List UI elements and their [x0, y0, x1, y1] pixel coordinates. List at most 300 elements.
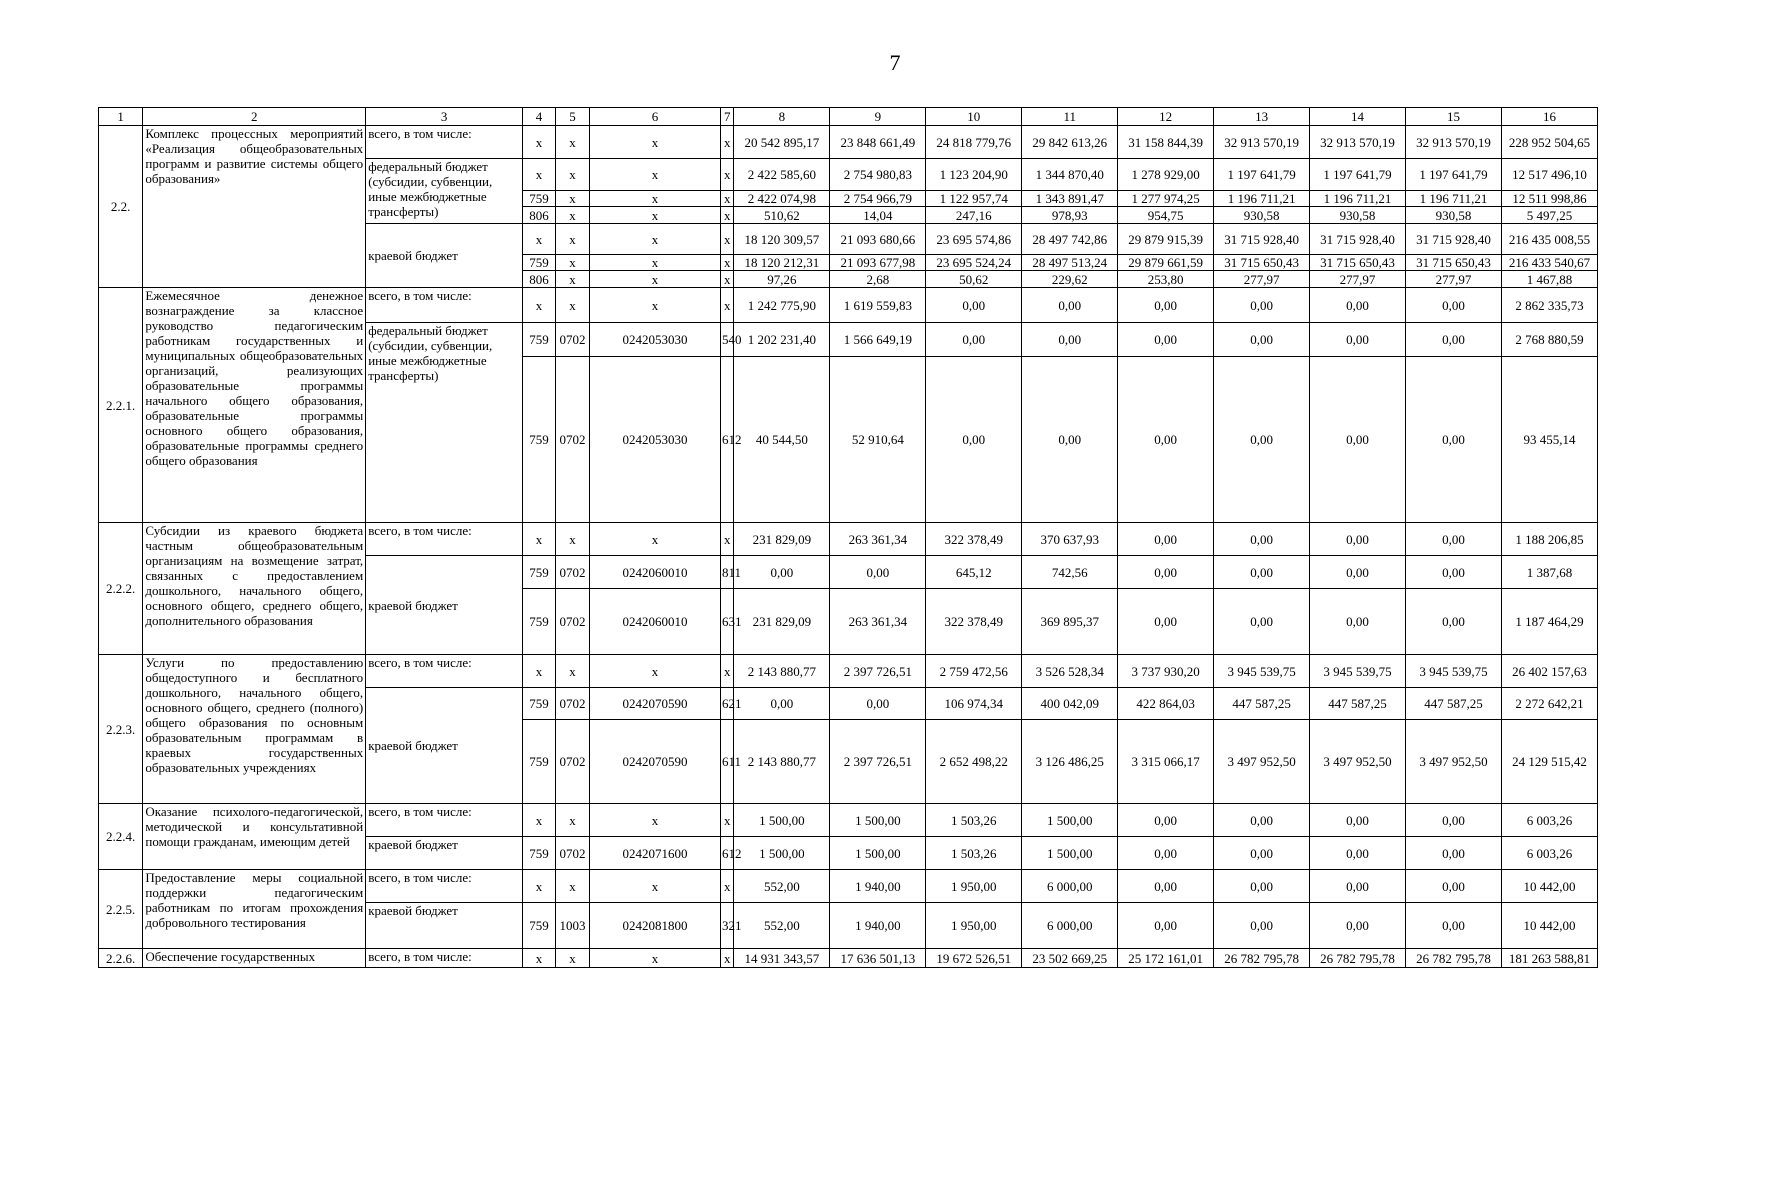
amount-cell: 0,00	[1118, 523, 1214, 556]
amount-cell: 2 754 980,83	[830, 159, 926, 191]
amount-cell: 97,26	[734, 271, 830, 288]
amount-cell: 12 511 998,86	[1501, 191, 1597, 207]
amount-cell: 247,16	[926, 207, 1022, 224]
code-cell-c6: х	[590, 949, 721, 968]
amount-cell: 0,00	[1022, 288, 1118, 323]
code-cell-c6: 0242071600	[590, 837, 721, 870]
code-cell-c6: 0242053030	[590, 323, 721, 357]
header-cell: 1	[99, 108, 143, 126]
amount-cell: 21 093 680,66	[830, 224, 926, 255]
amount-cell: 1 188 206,85	[1501, 523, 1597, 556]
amount-cell: 0,00	[926, 357, 1022, 523]
code-cell-c5: х	[555, 126, 589, 159]
amount-cell: 0,00	[1118, 357, 1214, 523]
funding-source-cell: федеральный бюджет (субсидии, субвенции, иные межбюджетные трансферты)	[366, 323, 523, 523]
amount-cell: 31 158 844,39	[1118, 126, 1214, 159]
amount-cell: 50,62	[926, 271, 1022, 288]
amount-cell: 23 695 574,86	[926, 224, 1022, 255]
code-cell-c6: х	[590, 523, 721, 556]
amount-cell: 6 003,26	[1501, 804, 1597, 837]
funding-source-cell: всего, в том числе:	[366, 870, 523, 903]
code-cell-c5: 0702	[555, 589, 589, 655]
amount-cell: 3 497 952,50	[1214, 720, 1310, 804]
amount-cell: 2 397 726,51	[830, 720, 926, 804]
header-row	[99, 108, 1598, 126]
amount-cell: 1 500,00	[1022, 804, 1118, 837]
header-cell: 12	[1118, 108, 1214, 126]
header-cell: 16	[1501, 108, 1597, 126]
amount-cell: 0,00	[1118, 288, 1214, 323]
code-cell-c4: 759	[522, 589, 555, 655]
amount-cell: 3 315 066,17	[1118, 720, 1214, 804]
amount-cell: 18 120 212,31	[734, 255, 830, 271]
amount-cell: 52 910,64	[830, 357, 926, 523]
header-cell: 9	[830, 108, 926, 126]
code-cell-c7: х	[721, 271, 734, 288]
amount-cell: 0,00	[926, 323, 1022, 357]
code-cell-c7: 540	[721, 323, 734, 357]
section-title-cell: Обеспечение государственных	[143, 949, 366, 968]
code-cell-c6: х	[590, 804, 721, 837]
amount-cell: 0,00	[1310, 804, 1406, 837]
amount-cell: 1 197 641,79	[1214, 159, 1310, 191]
code-cell-c4: 759	[522, 556, 555, 589]
code-cell-c4: х	[522, 159, 555, 191]
code-cell-c5: 0702	[555, 323, 589, 357]
amount-cell: 14 931 343,57	[734, 949, 830, 968]
amount-cell: 31 715 928,40	[1214, 224, 1310, 255]
amount-cell: 0,00	[1310, 357, 1406, 523]
code-cell-c5: х	[555, 255, 589, 271]
amount-cell: 1 500,00	[734, 804, 830, 837]
code-cell-c4: 759	[522, 191, 555, 207]
code-cell-c4: 759	[522, 837, 555, 870]
code-cell-c6: х	[590, 255, 721, 271]
amount-cell: 0,00	[1214, 556, 1310, 589]
amount-cell: 277,97	[1406, 271, 1502, 288]
amount-cell: 0,00	[1118, 804, 1214, 837]
amount-cell: 26 782 795,78	[1310, 949, 1406, 968]
amount-cell: 2 652 498,22	[926, 720, 1022, 804]
section-id-cell: 2.2.5.	[99, 870, 143, 949]
amount-cell: 6 000,00	[1022, 903, 1118, 949]
code-cell-c5: х	[555, 870, 589, 903]
code-cell-c7: 611	[721, 720, 734, 804]
amount-cell: 3 945 539,75	[1310, 655, 1406, 688]
amount-cell: 552,00	[734, 903, 830, 949]
code-cell-c7: х	[721, 191, 734, 207]
amount-cell: 0,00	[1214, 523, 1310, 556]
amount-cell: 0,00	[1406, 523, 1502, 556]
amount-cell: 447 587,25	[1406, 688, 1502, 720]
amount-cell: 3 497 952,50	[1310, 720, 1406, 804]
amount-cell: 1 343 891,47	[1022, 191, 1118, 207]
amount-cell: 1 123 204,90	[926, 159, 1022, 191]
amount-cell: 106 974,34	[926, 688, 1022, 720]
amount-cell: 1 467,88	[1501, 271, 1597, 288]
amount-cell: 322 378,49	[926, 589, 1022, 655]
code-cell-c7: х	[721, 207, 734, 224]
funding-source-cell: федеральный бюджет (субсидии, субвенции, иные межбюджетные трансферты)	[366, 159, 523, 224]
amount-cell: 0,00	[1406, 870, 1502, 903]
code-cell-c6: х	[590, 207, 721, 224]
amount-cell: 954,75	[1118, 207, 1214, 224]
amount-cell: 0,00	[1406, 589, 1502, 655]
code-cell-c7: х	[721, 126, 734, 159]
code-cell-c6: х	[590, 655, 721, 688]
amount-cell: 24 129 515,42	[1501, 720, 1597, 804]
code-cell-c4: х	[522, 870, 555, 903]
amount-cell: 0,00	[1022, 357, 1118, 523]
amount-cell: 0,00	[1310, 556, 1406, 589]
funding-source-cell: всего, в том числе:	[366, 126, 523, 159]
amount-cell: 2 397 726,51	[830, 655, 926, 688]
amount-cell: 31 715 650,43	[1214, 255, 1310, 271]
code-cell-c6: х	[590, 224, 721, 255]
amount-cell: 2 143 880,77	[734, 720, 830, 804]
amount-cell: 552,00	[734, 870, 830, 903]
amount-cell: 31 715 650,43	[1406, 255, 1502, 271]
amount-cell: 25 172 161,01	[1118, 949, 1214, 968]
budget-table	[98, 107, 1598, 968]
amount-cell: 510,62	[734, 207, 830, 224]
amount-cell: 0,00	[1022, 323, 1118, 357]
funding-source-cell: краевой бюджет	[366, 556, 523, 655]
code-cell-c7: х	[721, 655, 734, 688]
code-cell-c5: 0702	[555, 357, 589, 523]
code-cell-c5: х	[555, 159, 589, 191]
amount-cell: 216 435 008,55	[1501, 224, 1597, 255]
header-cell: 3	[366, 108, 523, 126]
header-cell: 10	[926, 108, 1022, 126]
code-cell-c7: х	[721, 288, 734, 323]
funding-source-cell: всего, в том числе:	[366, 523, 523, 556]
code-cell-c4: х	[522, 804, 555, 837]
amount-cell: 31 715 928,40	[1406, 224, 1502, 255]
amount-cell: 1 202 231,40	[734, 323, 830, 357]
amount-cell: 2 422 585,60	[734, 159, 830, 191]
amount-cell: 0,00	[1118, 837, 1214, 870]
amount-cell: 32 913 570,19	[1214, 126, 1310, 159]
amount-cell: 2 143 880,77	[734, 655, 830, 688]
amount-cell: 1 122 957,74	[926, 191, 1022, 207]
amount-cell: 0,00	[1310, 589, 1406, 655]
code-cell-c7: 612	[721, 837, 734, 870]
amount-cell: 10 442,00	[1501, 903, 1597, 949]
amount-cell: 23 502 669,25	[1022, 949, 1118, 968]
amount-cell: 20 542 895,17	[734, 126, 830, 159]
amount-cell: 0,00	[1406, 837, 1502, 870]
amount-cell: 0,00	[1118, 870, 1214, 903]
header-cell: 6	[590, 108, 721, 126]
code-cell-c4: 759	[522, 720, 555, 804]
amount-cell: 645,12	[926, 556, 1022, 589]
amount-cell: 229,62	[1022, 271, 1118, 288]
amount-cell: 0,00	[1214, 357, 1310, 523]
code-cell-c6: х	[590, 288, 721, 323]
code-cell-c5: 0702	[555, 720, 589, 804]
amount-cell: 0,00	[734, 556, 830, 589]
amount-cell: 277,97	[1214, 271, 1310, 288]
section-title-cell: Комплекс процессных мероприятий «Реализация общеобразовательных программ и развитие системы общего образования»	[143, 126, 366, 288]
code-cell-c5: х	[555, 655, 589, 688]
amount-cell: 0,00	[1310, 523, 1406, 556]
section-id-cell: 2.2.2.	[99, 523, 143, 655]
amount-cell: 0,00	[1406, 903, 1502, 949]
code-cell-c4: 806	[522, 271, 555, 288]
funding-source-cell: краевой бюджет	[366, 903, 523, 949]
code-cell-c7: 631	[721, 589, 734, 655]
amount-cell: 1 619 559,83	[830, 288, 926, 323]
amount-cell: 1 940,00	[830, 903, 926, 949]
amount-cell: 1 950,00	[926, 870, 1022, 903]
code-cell-c5: х	[555, 191, 589, 207]
amount-cell: 0,00	[1214, 903, 1310, 949]
amount-cell: 1 500,00	[734, 837, 830, 870]
table-row	[99, 288, 1598, 323]
amount-cell: 1 503,26	[926, 837, 1022, 870]
amount-cell: 1 278 929,00	[1118, 159, 1214, 191]
code-cell-c6: 0242081800	[590, 903, 721, 949]
amount-cell: 31 715 928,40	[1310, 224, 1406, 255]
amount-cell: 277,97	[1310, 271, 1406, 288]
amount-cell: 6 003,26	[1501, 837, 1597, 870]
amount-cell: 1 940,00	[830, 870, 926, 903]
code-cell-c7: х	[721, 870, 734, 903]
code-cell-c5: х	[555, 271, 589, 288]
amount-cell: 40 544,50	[734, 357, 830, 523]
amount-cell: 1 196 711,21	[1406, 191, 1502, 207]
code-cell-c6: 0242070590	[590, 720, 721, 804]
amount-cell: 263 361,34	[830, 589, 926, 655]
table-row	[99, 655, 1598, 688]
amount-cell: 10 442,00	[1501, 870, 1597, 903]
section-title-cell: Ежемесячное денежное вознаграждение за классное руководство педагогическим работникам государственных и муниципальных общеобразовательных организаций, реализующих образовательные программы начального общего образования, образовательные программы основного общего образования, образовательные программы среднего общего образования	[143, 288, 366, 523]
amount-cell: 930,58	[1310, 207, 1406, 224]
amount-cell: 0,00	[1406, 804, 1502, 837]
section-id-cell: 2.2.	[99, 126, 143, 288]
amount-cell: 0,00	[1214, 589, 1310, 655]
amount-cell: 0,00	[1310, 288, 1406, 323]
code-cell-c7: 612	[721, 357, 734, 523]
amount-cell: 2 422 074,98	[734, 191, 830, 207]
header-cell: 2	[143, 108, 366, 126]
amount-cell: 93 455,14	[1501, 357, 1597, 523]
amount-cell: 447 587,25	[1214, 688, 1310, 720]
funding-source-cell: всего, в том числе:	[366, 655, 523, 688]
amount-cell: 369 895,37	[1022, 589, 1118, 655]
code-cell-c6: 0242060010	[590, 589, 721, 655]
code-cell-c6: 0242060010	[590, 556, 721, 589]
amount-cell: 19 672 526,51	[926, 949, 1022, 968]
amount-cell: 1 242 775,90	[734, 288, 830, 323]
amount-cell: 1 387,68	[1501, 556, 1597, 589]
amount-cell: 1 503,26	[926, 804, 1022, 837]
amount-cell: 253,80	[1118, 271, 1214, 288]
amount-cell: 29 879 915,39	[1118, 224, 1214, 255]
amount-cell: 181 263 588,81	[1501, 949, 1597, 968]
code-cell-c4: х	[522, 949, 555, 968]
amount-cell: 0,00	[1214, 837, 1310, 870]
amount-cell: 29 879 661,59	[1118, 255, 1214, 271]
amount-cell: 14,04	[830, 207, 926, 224]
code-cell-c4: 806	[522, 207, 555, 224]
section-title-cell: Субсидии из краевого бюджета частным общеобразовательным организациям на возмещение затрат, связанных с предоставлением дошкольного, начального общего, основного общего, среднего общего, дополнительного образования	[143, 523, 366, 655]
amount-cell: 3 126 486,25	[1022, 720, 1118, 804]
amount-cell: 216 433 540,67	[1501, 255, 1597, 271]
amount-cell: 742,56	[1022, 556, 1118, 589]
amount-cell: 0,00	[1406, 323, 1502, 357]
amount-cell: 3 497 952,50	[1406, 720, 1502, 804]
funding-source-cell: краевой бюджет	[366, 837, 523, 870]
amount-cell: 370 637,93	[1022, 523, 1118, 556]
section-title-cell: Предоставление меры социальной поддержки педагогическим работникам по итогам прохождения добровольного тестирования	[143, 870, 366, 949]
code-cell-c4: 759	[522, 688, 555, 720]
amount-cell: 422 864,03	[1118, 688, 1214, 720]
code-cell-c4: 759	[522, 323, 555, 357]
section-title-cell: Услуги по предоставлению общедоступного и бесплатного дошкольного, начального общего, основного общего, среднего (полного) общего образования по основным образовательным программам в краевых государственных образовательных учреждениях	[143, 655, 366, 804]
code-cell-c5: х	[555, 288, 589, 323]
section-title-cell: Оказание психолого-педагогической, методической и консультативной помощи гражданам, имеющим детей	[143, 804, 366, 870]
amount-cell: 2,68	[830, 271, 926, 288]
code-cell-c7: 811	[721, 556, 734, 589]
amount-cell: 2 759 472,56	[926, 655, 1022, 688]
amount-cell: 1 197 641,79	[1310, 159, 1406, 191]
header-cell: 8	[734, 108, 830, 126]
table-row	[99, 804, 1598, 837]
amount-cell: 1 500,00	[830, 837, 926, 870]
amount-cell: 3 737 930,20	[1118, 655, 1214, 688]
amount-cell: 1 197 641,79	[1406, 159, 1502, 191]
amount-cell: 0,00	[830, 556, 926, 589]
code-cell-c7: х	[721, 159, 734, 191]
code-cell-c6: х	[590, 159, 721, 191]
amount-cell: 28 497 513,24	[1022, 255, 1118, 271]
amount-cell: 1 566 649,19	[830, 323, 926, 357]
code-cell-c6: х	[590, 191, 721, 207]
code-cell-c4: 759	[522, 903, 555, 949]
amount-cell: 0,00	[1118, 589, 1214, 655]
code-cell-c5: 0702	[555, 688, 589, 720]
amount-cell: 0,00	[1118, 556, 1214, 589]
code-cell-c7: х	[721, 523, 734, 556]
page-number: 7	[889, 50, 901, 75]
header-cell: 7	[721, 108, 734, 126]
amount-cell: 2 768 880,59	[1501, 323, 1597, 357]
section-id-cell: 2.2.1.	[99, 288, 143, 523]
code-cell-c7: х	[721, 804, 734, 837]
code-cell-c6: 0242070590	[590, 688, 721, 720]
code-cell-c5: х	[555, 804, 589, 837]
code-cell-c6: 0242053030	[590, 357, 721, 523]
code-cell-c7: х	[721, 949, 734, 968]
amount-cell: 0,00	[1118, 903, 1214, 949]
amount-cell: 228 952 504,65	[1501, 126, 1597, 159]
amount-cell: 978,93	[1022, 207, 1118, 224]
code-cell-c7: х	[721, 255, 734, 271]
amount-cell: 0,00	[1406, 556, 1502, 589]
amount-cell: 6 000,00	[1022, 870, 1118, 903]
amount-cell: 26 402 157,63	[1501, 655, 1597, 688]
amount-cell: 0,00	[1118, 323, 1214, 357]
amount-cell: 3 526 528,34	[1022, 655, 1118, 688]
code-cell-c5: 0702	[555, 837, 589, 870]
amount-cell: 0,00	[1406, 357, 1502, 523]
amount-cell: 31 715 650,43	[1310, 255, 1406, 271]
table-row	[99, 523, 1598, 556]
code-cell-c7: 321	[721, 903, 734, 949]
table-row	[99, 870, 1598, 903]
amount-cell: 32 913 570,19	[1406, 126, 1502, 159]
amount-cell: 1 500,00	[830, 804, 926, 837]
code-cell-c5: х	[555, 224, 589, 255]
amount-cell: 0,00	[1310, 837, 1406, 870]
table-row	[99, 126, 1598, 159]
amount-cell: 1 187 464,29	[1501, 589, 1597, 655]
code-cell-c4: 759	[522, 357, 555, 523]
section-id-cell: 2.2.3.	[99, 655, 143, 804]
header-cell: 13	[1214, 108, 1310, 126]
amount-cell: 18 120 309,57	[734, 224, 830, 255]
code-cell-c7: 621	[721, 688, 734, 720]
amount-cell: 5 497,25	[1501, 207, 1597, 224]
amount-cell: 23 695 524,24	[926, 255, 1022, 271]
amount-cell: 0,00	[1214, 288, 1310, 323]
header-cell: 14	[1310, 108, 1406, 126]
amount-cell: 0,00	[1310, 870, 1406, 903]
code-cell-c6: х	[590, 870, 721, 903]
amount-cell: 0,00	[926, 288, 1022, 323]
amount-cell: 21 093 677,98	[830, 255, 926, 271]
code-cell-c4: х	[522, 655, 555, 688]
amount-cell: 1 344 870,40	[1022, 159, 1118, 191]
amount-cell: 0,00	[734, 688, 830, 720]
funding-source-cell: всего, в том числе:	[366, 288, 523, 323]
amount-cell: 231 829,09	[734, 589, 830, 655]
amount-cell: 28 497 742,86	[1022, 224, 1118, 255]
amount-cell: 17 636 501,13	[830, 949, 926, 968]
code-cell-c5: 0702	[555, 556, 589, 589]
amount-cell: 0,00	[1214, 323, 1310, 357]
table-row	[99, 949, 1598, 968]
header-cell: 5	[555, 108, 589, 126]
amount-cell: 2 754 966,79	[830, 191, 926, 207]
funding-source-cell: краевой бюджет	[366, 224, 523, 288]
code-cell-c6: х	[590, 271, 721, 288]
amount-cell: 231 829,09	[734, 523, 830, 556]
code-cell-c5: 1003	[555, 903, 589, 949]
funding-source-cell: всего, в том числе:	[366, 804, 523, 837]
code-cell-c4: х	[522, 523, 555, 556]
amount-cell: 0,00	[1406, 288, 1502, 323]
amount-cell: 26 782 795,78	[1214, 949, 1310, 968]
amount-cell: 29 842 613,26	[1022, 126, 1118, 159]
amount-cell: 12 517 496,10	[1501, 159, 1597, 191]
amount-cell: 0,00	[1310, 903, 1406, 949]
amount-cell: 32 913 570,19	[1310, 126, 1406, 159]
code-cell-c5: х	[555, 523, 589, 556]
code-cell-c6: х	[590, 126, 721, 159]
amount-cell: 263 361,34	[830, 523, 926, 556]
amount-cell: 1 196 711,21	[1310, 191, 1406, 207]
code-cell-c4: х	[522, 288, 555, 323]
amount-cell: 2 862 335,73	[1501, 288, 1597, 323]
amount-cell: 1 196 711,21	[1214, 191, 1310, 207]
code-cell-c5: х	[555, 207, 589, 224]
header-cell: 15	[1406, 108, 1502, 126]
amount-cell: 0,00	[830, 688, 926, 720]
amount-cell: 1 277 974,25	[1118, 191, 1214, 207]
